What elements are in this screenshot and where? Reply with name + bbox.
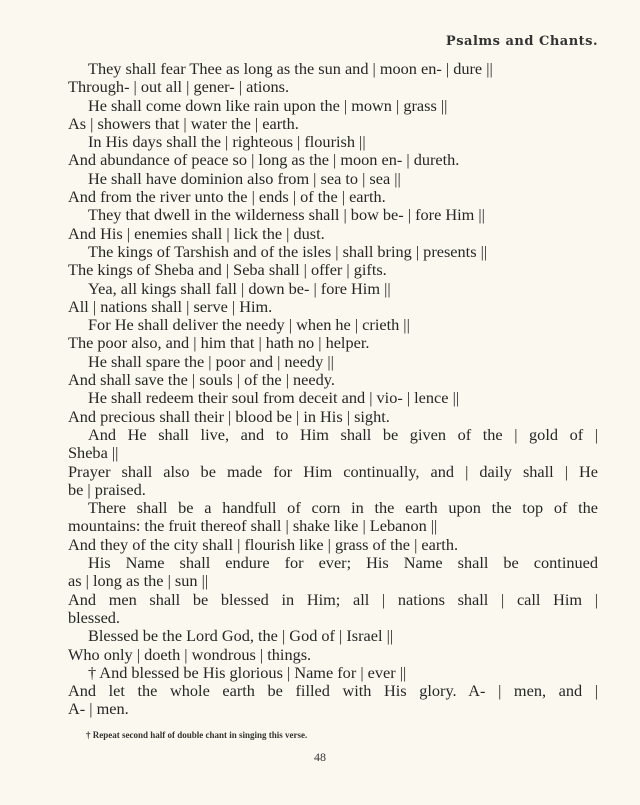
- verse-line: blessed.: [68, 607, 120, 627]
- verse-line: Who only | doeth | wondrous | things.: [68, 644, 312, 664]
- verse-line: He shall redeem their soul from deceit and | vio- | lence ||: [88, 388, 460, 408]
- verse-line: be | praised.: [68, 479, 146, 499]
- verse-line: The poor also, and | him that | hath no | helper.: [68, 333, 370, 353]
- footnote: † Repeat second half of double chant in singing this verse.: [86, 730, 308, 740]
- verse-line: In His days shall the | righteous | flourish ||: [88, 132, 366, 152]
- verse-line: As | showers that | water the | earth.: [68, 113, 299, 133]
- verse-line: And abundance of peace so | long as the | moon en- | dureth.: [68, 150, 460, 170]
- verse-line: His Name shall endure for ever; His Name shall be continued: [88, 553, 598, 573]
- verse-line: mountains: the fruit thereof shall | shake like | Lebanon ||: [68, 516, 438, 536]
- verse-line: Through- | out all | gener- | ations.: [68, 77, 290, 97]
- verse-line: Yea, all kings shall fall | down be- | fore Him ||: [88, 278, 391, 298]
- verse-line: And men shall be blessed in Him; all | nations shall | call Him |: [68, 589, 598, 609]
- page-number: 48: [314, 750, 326, 764]
- verse-line: For He shall deliver the needy | when he | crieth ||: [88, 315, 410, 335]
- verse-line: He shall have dominion also from | sea to | sea ||: [88, 168, 401, 188]
- verse-line: And His | enemies shall | lick the | dust.: [68, 223, 325, 243]
- verse-line: A- | men.: [68, 699, 129, 719]
- verse-line: All | nations shall | serve | Him.: [68, 296, 273, 316]
- verse-line: as | long as the | sun ||: [68, 571, 209, 591]
- verse-line: And He shall live, and to Him shall be given of the | gold of |: [88, 424, 598, 444]
- verse-line: He shall come down like rain upon the | mown | grass ||: [88, 95, 448, 115]
- verse-line: And let the whole earth be filled with His glory. A- | men, and |: [68, 681, 598, 701]
- running-title: Psalms and Chants.: [445, 34, 598, 49]
- verse-line: † And blessed be His glorious | Name for | ever ||: [88, 662, 407, 682]
- verse-line: And they of the city shall | flourish like | grass of the | earth.: [68, 534, 459, 554]
- verse-line: And precious shall their | blood be | in His | sight.: [68, 406, 390, 426]
- verse-line: They that dwell in the wilderness shall | bow be- | fore Him ||: [88, 205, 485, 225]
- verse-line: The kings of Sheba and | Seba shall | offer | gifts.: [68, 260, 387, 280]
- verse-line: And shall save the | souls | of the | needy.: [68, 370, 335, 390]
- verse-line: Blessed be the Lord God, the | God of | Israel ||: [88, 626, 394, 646]
- verse-line: The kings of Tarshish and of the isles | shall bring | presents ||: [88, 241, 488, 261]
- verse-line: There shall be a handfull of corn in the earth upon the top of the: [88, 498, 598, 518]
- verse-line: Prayer shall also be made for Him continually, and | daily shall | He: [68, 461, 598, 481]
- verse-line: And from the river unto the | ends | of the | earth.: [68, 187, 386, 207]
- verse-line: He shall spare the | poor and | needy ||: [88, 351, 334, 371]
- verse-line: They shall fear Thee as long as the sun and | moon en- | dure ||: [88, 59, 493, 78]
- verse-line: Sheba ||: [68, 443, 119, 463]
- psalm-text: [68, 60, 598, 719]
